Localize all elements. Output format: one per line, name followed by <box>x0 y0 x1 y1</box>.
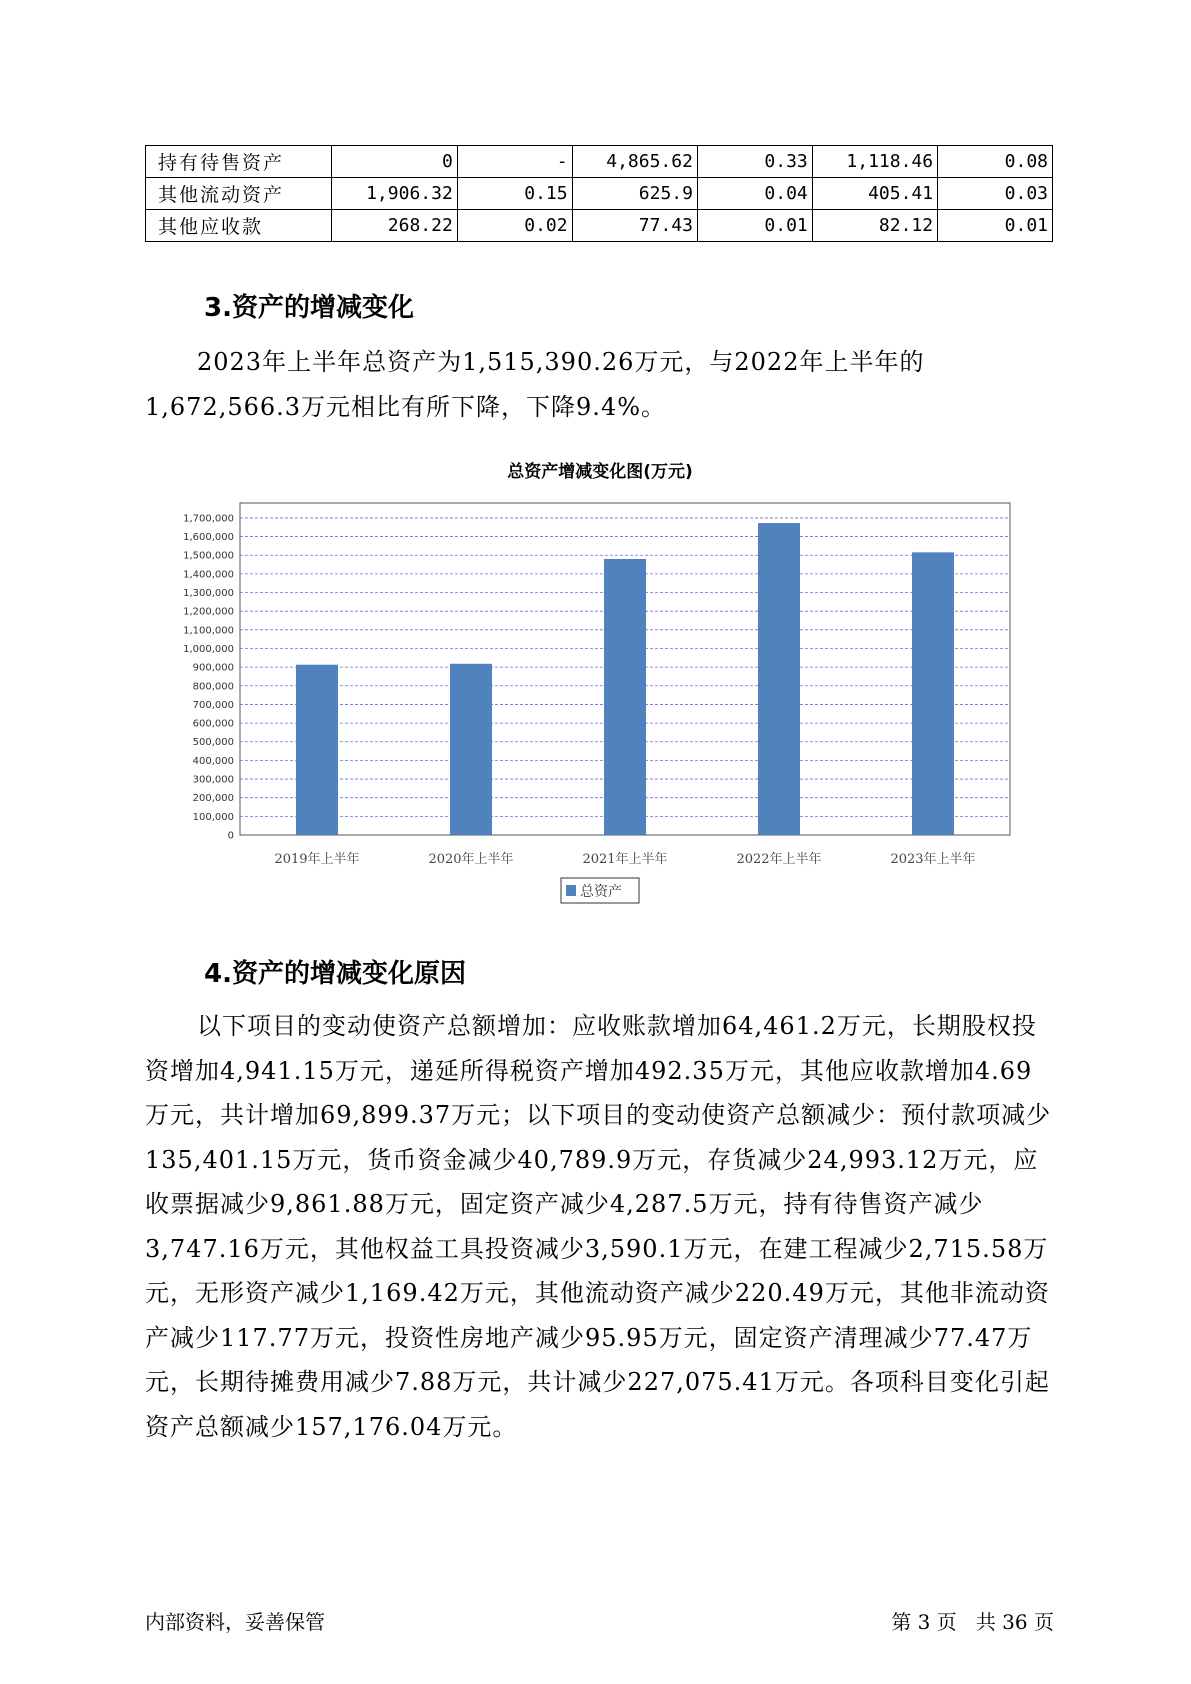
table-cell: 4,865.62 <box>572 146 697 178</box>
table-cell: 0.15 <box>457 178 572 210</box>
y-tick-label: 100,000 <box>192 811 234 823</box>
table-row <box>146 178 1053 210</box>
y-tick-label: 1,300,000 <box>183 588 234 600</box>
footer-page-number: 第 3 页 共 36 页 <box>891 1610 1054 1634</box>
y-tick-label: 900,000 <box>192 662 234 674</box>
x-tick-label: 2020年上半年 <box>428 852 514 867</box>
table-cell: 82.12 <box>812 210 937 242</box>
x-tick-label: 2021年上半年 <box>582 852 668 867</box>
y-tick-label: 1,100,000 <box>183 625 234 637</box>
x-tick-label: 2019年上半年 <box>274 852 360 867</box>
x-tick-label: 2022年上半年 <box>736 852 822 867</box>
bar-2 <box>450 664 492 835</box>
y-tick-label: 700,000 <box>192 699 234 711</box>
table-cell: 0.01 <box>697 210 812 242</box>
table-cell: 625.9 <box>572 178 697 210</box>
table-cell: 1,906.32 <box>332 178 457 210</box>
y-tick-label: 0 <box>227 830 234 842</box>
y-tick-label: 300,000 <box>192 774 234 786</box>
bar-5 <box>912 552 954 835</box>
x-tick-label: 2023年上半年 <box>890 852 976 867</box>
y-tick-label: 1,400,000 <box>183 569 234 581</box>
table-row <box>146 210 1053 242</box>
table-cell: 268.22 <box>332 210 457 242</box>
table-cell: 0.08 <box>938 146 1053 178</box>
table-cell: 405.41 <box>812 178 937 210</box>
y-tick-label: 1,700,000 <box>183 513 234 525</box>
y-tick-label: 1,000,000 <box>183 643 234 655</box>
table-cell: 1,118.46 <box>812 146 937 178</box>
asset-table <box>145 145 1053 242</box>
y-tick-label: 1,200,000 <box>183 606 234 618</box>
y-tick-label: 500,000 <box>192 737 234 749</box>
table-row <box>146 146 1053 178</box>
section-paragraph-4: 以下项目的变动使资产总额增加：应收账款增加64,461.2万元，长期股权投资增加4,941.15万元，递延所得税资产增加492.35万元，其他应收款增加4.69万元，共计增加69,899.37万元；以下项目的变动使资产总额减少：预付款项减少135,401.15万元，货币资金减少40,789.9万元，存货减少24,993.12万元，应收票据减少9,861.88万元，固定资产减少4,287.5万元，持有待售资产减少3,747.16万元，其他权益工具投资减少3,590.1万元，在建工程减少2,715.58万元，无形资产减少1,169.42万元，其他流动资产减少220.49万元，其他非流动资产减少117.77万元，投资性房地产减少95.95万元，固定资产清理减少77.47万元，长期待摊费用减少7.88万元，共计减少227,075.41万元。各项科目变化引起资产总额减少157,176.04万元。 <box>145 1012 1052 1441</box>
section-heading-4: 4.资产的增减变化原因 <box>204 959 466 989</box>
table-cell: 0.04 <box>697 178 812 210</box>
row-label: 其他流动资产 <box>146 178 332 210</box>
section-paragraph-3: 2023年上半年总资产为1,515,390.26万元，与2022年上半年的1,672,566.3万元相比有所下降，下降9.4%。 <box>145 348 925 421</box>
table-cell: 0.03 <box>938 178 1053 210</box>
y-tick-label: 800,000 <box>192 681 234 693</box>
y-tick-label: 200,000 <box>192 793 234 805</box>
y-tick-label: 400,000 <box>192 755 234 767</box>
bar-1 <box>296 665 338 835</box>
table-cell: 0 <box>332 146 457 178</box>
x-axis <box>274 851 975 867</box>
legend-label: 总资产 <box>580 884 622 900</box>
row-label: 持有待售资产 <box>146 146 332 178</box>
table-cell: 0.02 <box>457 210 572 242</box>
footer-left: 内部资料，妥善保管 <box>145 1610 325 1634</box>
total-assets-bar-chart <box>140 455 1060 915</box>
y-tick-label: 600,000 <box>192 718 234 730</box>
table-cell: 77.43 <box>572 210 697 242</box>
chart-legend <box>561 878 639 903</box>
table-cell: - <box>457 146 572 178</box>
legend-swatch <box>566 885 576 896</box>
y-axis <box>183 513 234 841</box>
section-heading-3: 3.资产的增减变化 <box>204 293 414 323</box>
row-label: 其他应收款 <box>146 210 332 242</box>
bar-3 <box>604 559 646 835</box>
table-cell: 0.33 <box>697 146 812 178</box>
chart-title: 总资产增减变化图(万元) <box>507 462 693 482</box>
table-cell: 0.01 <box>938 210 1053 242</box>
y-tick-label: 1,600,000 <box>183 532 234 544</box>
bar-4 <box>758 523 800 835</box>
y-tick-label: 1,500,000 <box>183 550 234 562</box>
